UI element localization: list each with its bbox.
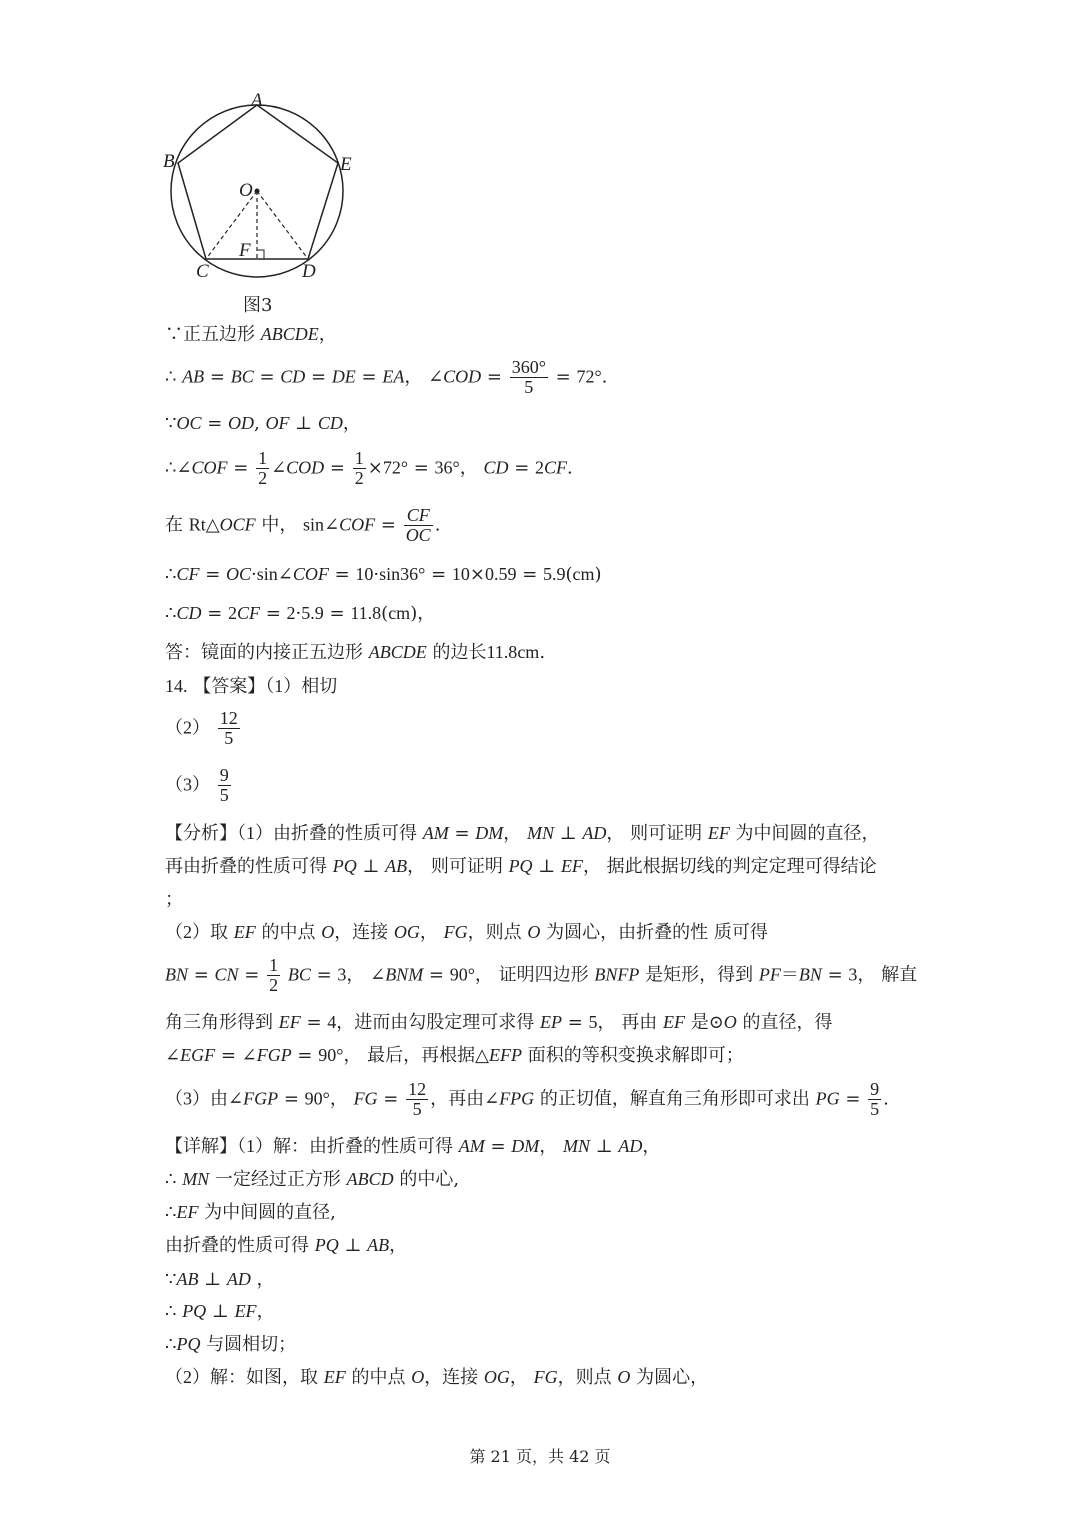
line-6: ∴CF = OC·sin∠COF = 10·sin36° = 10×0.59 = 5.9(cm): [165, 564, 602, 585]
line-9: 14. 【答案】（1）相切: [165, 676, 338, 697]
pentagon-figure: [160, 88, 370, 288]
line-13: 再由折叠的性质可得 PQ ⊥ AB， 则可证明 PQ ⊥ EF， 据此根据切线的判定定理可得结论: [165, 856, 877, 877]
line-23: 由折叠的性质可得 PQ ⊥ AB，: [165, 1235, 408, 1256]
center-point: [255, 189, 260, 194]
line-19: （3）由∠FGP = 90°， FG = $\frac{12}{5}$ ，再由∠FPG 的正切值，解直角三角形即可求出 PG = $\frac{9}{5}$ .: [165, 1079, 889, 1119]
line-5: 在 Rt△OCF 中， sin∠COF = $\frac{CF}{OC}$ .: [165, 505, 441, 545]
segment-od: [257, 191, 308, 259]
label-b: B: [163, 151, 175, 172]
line-8: 答：镜面的内接正五边形 ABCDE 的边长11.8cm.: [165, 642, 546, 663]
figure-caption: 图3: [243, 295, 273, 316]
line-18: ∠EGF = ∠FGP = 90°， 最后，再根据△EFP 面积的等积变换求解即可；: [165, 1045, 744, 1066]
line-26: ∴PQ 与圆相切；: [165, 1334, 297, 1355]
line-21: ∴ MN 一定经过正方形 ABCD 的中心,: [165, 1169, 460, 1190]
line-24: ∵AB ⊥ AD ，: [165, 1269, 275, 1290]
line-25: ∴ PQ ⊥ EF，: [165, 1301, 275, 1322]
label-o: O: [239, 180, 253, 201]
line-7: ∴CD = 2CF = 2·5.9 = 11.8(cm)，: [165, 603, 436, 624]
line-11: （3） $\frac{9}{5}$: [165, 765, 229, 805]
line-15: （2）取 EF 的中点 O，连接 OG， FG，则点 O 为圆心，由折叠的性 质可得: [165, 922, 768, 943]
line-2: ∴ AB = BC = CD = DE = EA， ∠COD = $\frac{360^\circ}{5}$ = 72°.: [165, 357, 608, 397]
label-e: E: [340, 154, 352, 175]
page-number: 第 21 页，共 42 页: [469, 1447, 611, 1466]
line-1: ∵正五边形 ABCDE，: [165, 324, 337, 345]
line-17: 角三角形得到 EF = 4，进而由勾股定理可求得 EP = 5， 再由 EF 是⊙O 的直径，得: [165, 1012, 833, 1033]
label-a: A: [251, 90, 263, 111]
line-10: （2） $\frac{12}{5}$: [165, 708, 238, 748]
line-22: ∴EF 为中间圆的直径,: [165, 1202, 336, 1223]
label-c: C: [196, 261, 209, 282]
line-4: ∴∠COF = $\frac{1}{2}$ ∠COD = $\frac{1}{2}$ ×72° = 36°， CD = 2CF.: [165, 448, 573, 488]
line-14: ；: [165, 889, 183, 910]
label-d: D: [302, 261, 316, 282]
pentagon-abcde: [178, 105, 338, 259]
line-16: BN = CN = $\frac{1}{2}$ BC = 3， ∠BNM = 90°， 证明四边形 BNFP 是矩形，得到 PF＝BN = 3， 解直: [165, 955, 918, 995]
label-f: F: [239, 240, 251, 261]
line-27: （2）解：如图，取 EF 的中点 O，连接 OG， FG，则点 O 为圆心，: [165, 1367, 709, 1388]
line-3: ∵OC = OD, OF ⊥ CD，: [165, 413, 361, 434]
right-angle-mark: [257, 250, 264, 259]
line-20: 【详解】（1）解：由折叠的性质可得 AM = DM， MN ⊥ AD，: [165, 1136, 661, 1157]
line-12: 【分析】（1）由折叠的性质可得 AM = DM， MN ⊥ AD， 则可证明 EF 为中间圆的直径，: [165, 823, 880, 844]
